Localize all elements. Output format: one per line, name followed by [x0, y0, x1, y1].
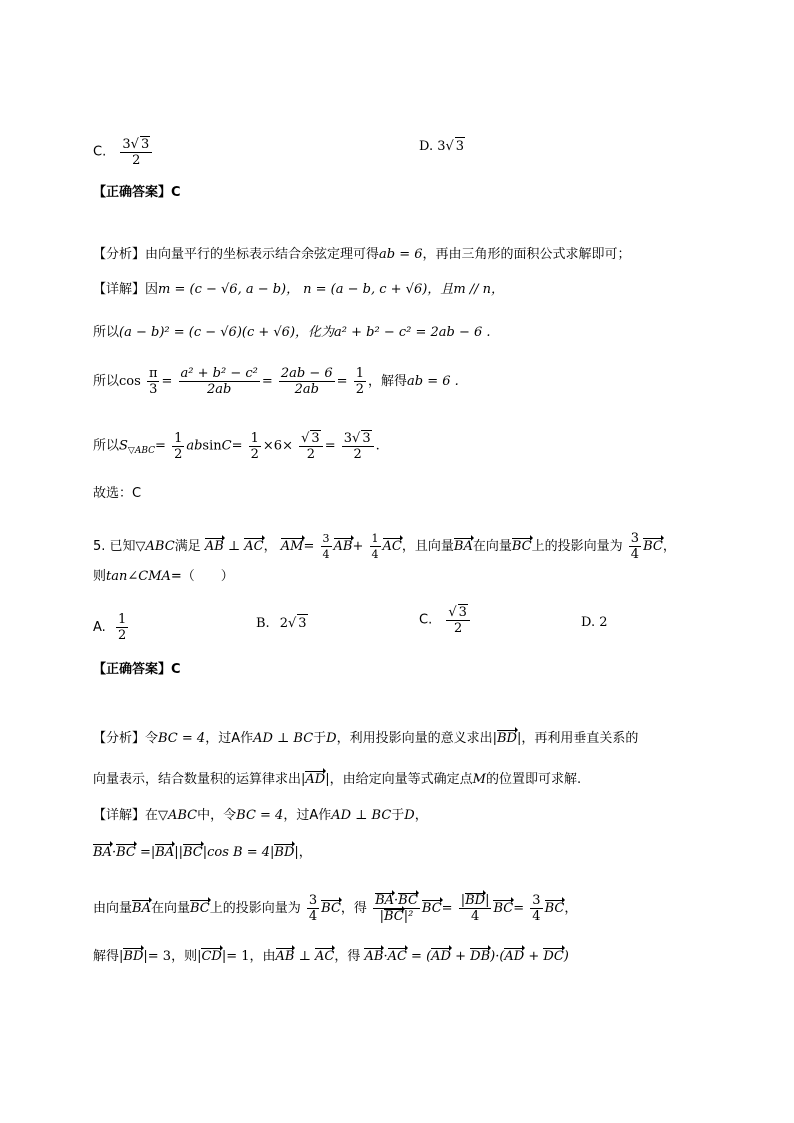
- q4-analysis: 【分析】由向量平行的坐标表示结合余弦定理可得ab = 6，再由三角形的面积公式求解即可；: [93, 247, 631, 262]
- q5-stem-line1: 5. 已知▽ABC满足 AB ⊥ AC， AM= $\frac{3}{4}$ AB+ $\frac{1}{4}$ AC，且向量BA在向量BC上的投影向量为 $\frac{3}{4}$ BC，: [93, 531, 676, 562]
- q5-stem-line2: 则tan∠CMA=（ ）: [93, 569, 234, 584]
- q5-option-b: B. 2√ 3: [256, 616, 307, 631]
- q5-option-c: C. $\frac{√ 3}{2}$: [419, 604, 472, 636]
- q4-answer: 【正确答案】C: [93, 185, 181, 200]
- q5-detail-line4: 解得|BD|= 3，则|CD|= 1，由AB ⊥ AC，得 AB·AC = (AD + DB)·(AD + DC): [93, 949, 569, 964]
- q5-option-a: A. $\frac{1}{2}$: [93, 612, 127, 643]
- q4-option-d: D. 3√ 3: [419, 139, 465, 154]
- q5-detail-line2: BA·BC =|BA||BC|cos B = 4|BD|，: [93, 845, 312, 860]
- q5-option-d: D. 2: [581, 615, 608, 630]
- q5-detail-line3: 由向量BA在向量BC上的投影向量为 $\frac{3}{4}$ BC，得 $\frac{BA\cdot BC}{\text{|BC|²}}$ BC= $\frac{|BD|}{4}$ BC= $\frac{3}{4}$ BC，: [93, 893, 578, 924]
- q4-option-c: C. $\frac{3√ 3}{2}$: [93, 136, 154, 168]
- q4-detail-line2: 所以(a − b)² = (c − √6)(c + √6)，化为a² + b² − c² = 2ab − 6 .: [93, 325, 491, 340]
- q4-detail-line4: 所以$S_{▽ABC}=$ $\frac{1}{2}$ absinC= $\frac{1}{2}$ ×6× $\frac{√ 3}{2}$ = $\frac{3√ 3}{2}$ .: [93, 430, 380, 462]
- q4-detail-line3: 所以cos $\frac{\pi}{3}$ = $\frac{\text{a² + b² − c²}}{2ab}$ = $\frac{2ab - 6}{2ab}$ = $\frac{1}{2}$ ，解得ab = 6 .: [93, 366, 459, 397]
- q5-answer: 【正确答案】C: [93, 662, 181, 677]
- q5-analysis-line2: 向量表示，结合数量积的运算律求出|AD|，由给定向量等式确定点M的位置即可求解.: [93, 772, 582, 787]
- q4-choice: 故选：C: [93, 486, 142, 501]
- q5-detail-line1: 【详解】在▽ABC中，令BC = 4，过A作AD ⊥ BC于D，: [93, 808, 428, 823]
- q5-analysis-line1: 【分析】令BC = 4，过A作AD ⊥ BC于D，利用投影向量的意义求出|BD|，再利用垂直关系的: [93, 731, 639, 746]
- q4-detail-line1: 【详解】因m = (c − √6, a − b)， n = (a − b, c + √6)，且m // n，: [93, 282, 505, 297]
